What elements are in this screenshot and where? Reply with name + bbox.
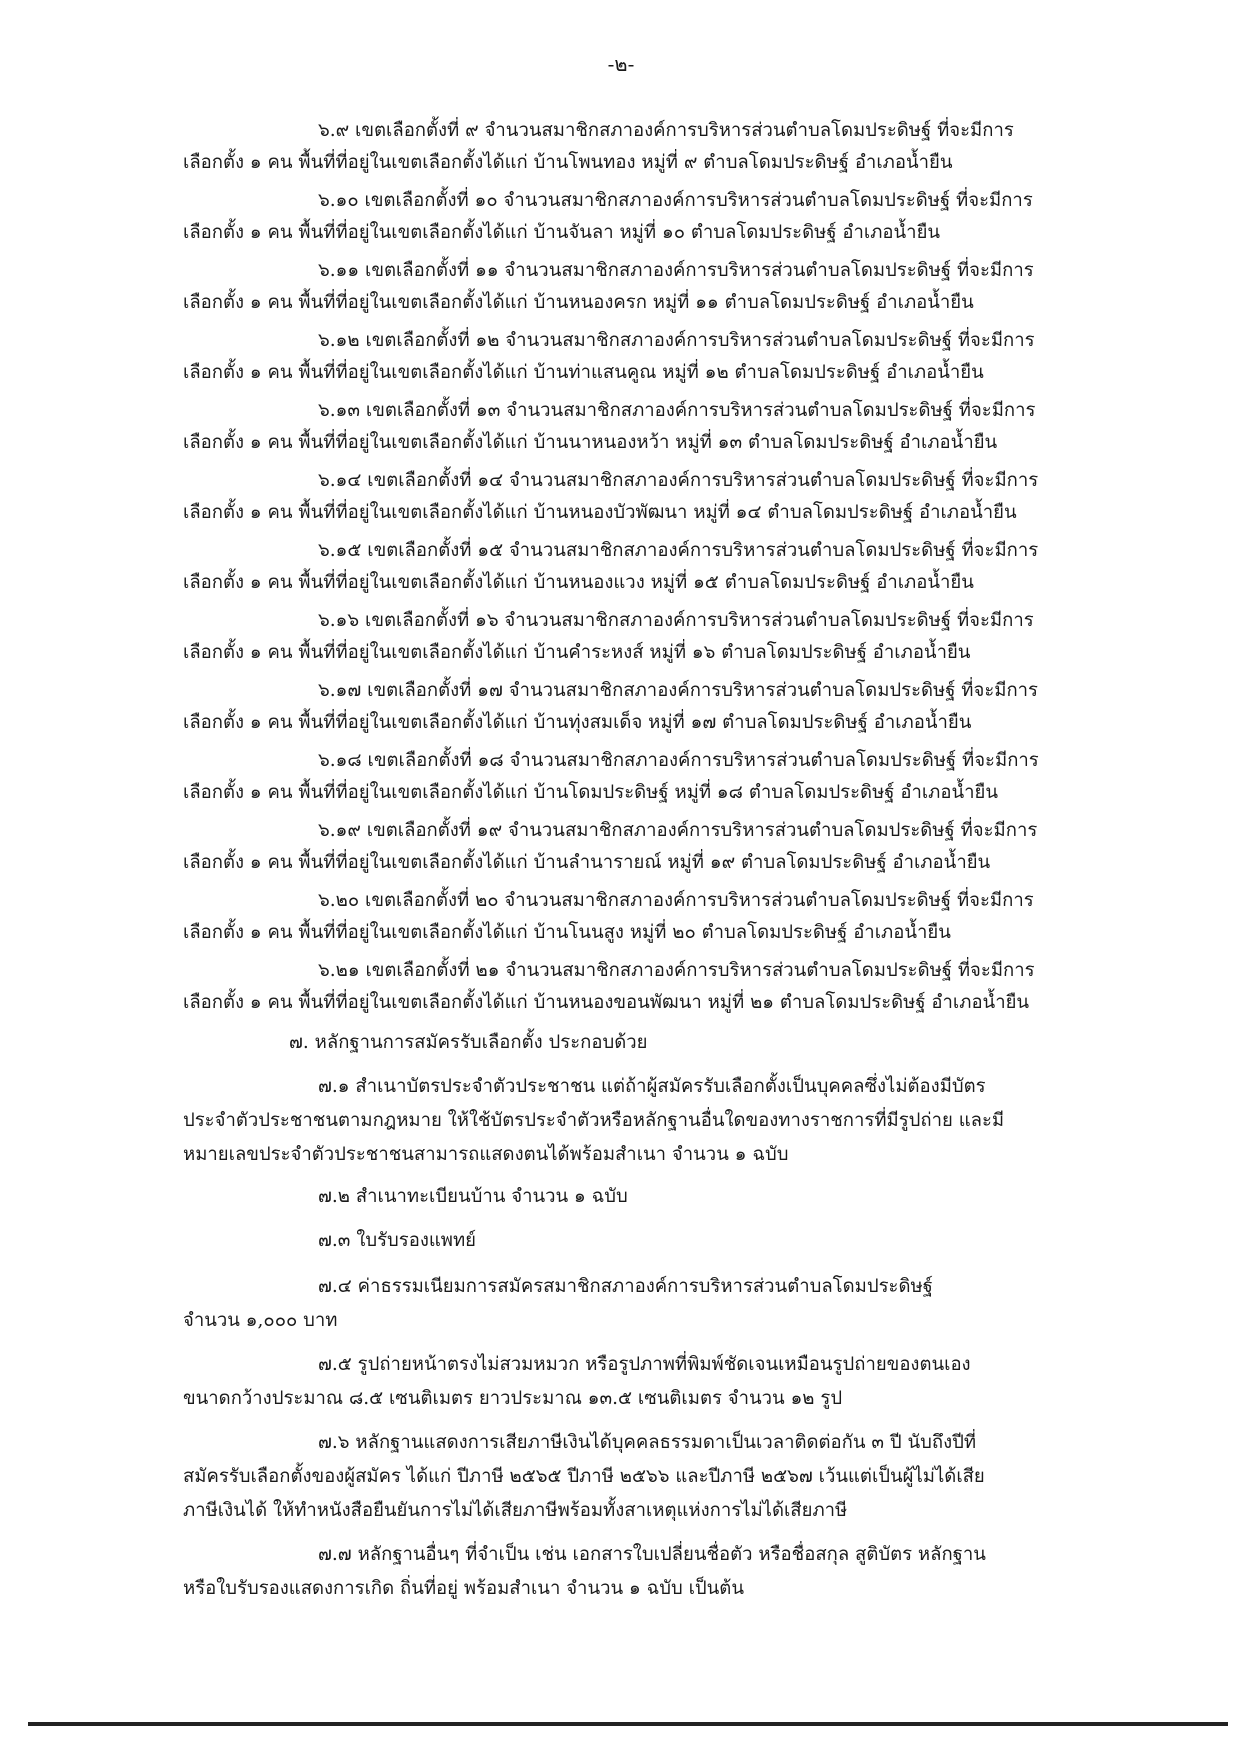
zone-line-area: เลือกตั้ง ๑ คน พื้นที่ที่อยู่ในเขตเลือกตั้งได้แก่ บ้านจันลา หมู่ที่ ๑๐ ตำบลโดมประดิษฐ์ อำเภอน้ำยืน: [183, 222, 941, 243]
scan-bottom-edge: [28, 1722, 1228, 1726]
zone-line-heading: ๖.๑๑ เขตเลือกตั้งที่ ๑๑ จำนวนสมาชิกสภาองค์การบริหารส่วนตำบลโดมประดิษฐ์ ที่จะมีการ: [318, 260, 1034, 281]
item-7-7-line: ๗.๗ หลักฐานอื่นๆ ที่จำเป็น เช่น เอกสารใบเปลี่ยนชื่อตัว หรือชื่อสกุล สูติบัตร หลักฐาน: [318, 1544, 986, 1565]
item-7-5-line: ๗.๕ รูปถ่ายหน้าตรงไม่สวมหมวก หรือรูปภาพที่พิมพ์ชัดเจนเหมือนรูปถ่ายของตนเอง: [318, 1354, 971, 1375]
zone-line-area: เลือกตั้ง ๑ คน พื้นที่ที่อยู่ในเขตเลือกตั้งได้แก่ บ้านหนองบัวพัฒนา หมู่ที่ ๑๔ ตำบลโดมประดิษฐ์ อำเภอน้ำยืน: [183, 502, 1017, 523]
zone-line-heading: ๖.๑๗ เขตเลือกตั้งที่ ๑๗ จำนวนสมาชิกสภาองค์การบริหารส่วนตำบลโดมประดิษฐ์ ที่จะมีการ: [318, 680, 1038, 701]
page-number: -๒-: [607, 52, 635, 76]
zone-line-heading: ๖.๑๒ เขตเลือกตั้งที่ ๑๒ จำนวนสมาชิกสภาองค์การบริหารส่วนตำบลโดมประดิษฐ์ ที่จะมีการ: [318, 330, 1035, 351]
item-7-2-line: ๗.๒ สำเนาทะเบียนบ้าน จำนวน ๑ ฉบับ: [318, 1186, 628, 1207]
zone-line-area: เลือกตั้ง ๑ คน พื้นที่ที่อยู่ในเขตเลือกตั้งได้แก่ บ้านท่าแสนคูณ หมู่ที่ ๑๒ ตำบลโดมประดิษฐ์ อำเภอน้ำยืน: [183, 362, 984, 383]
item-7-7-line: หรือใบรับรองแสดงการเกิด ถิ่นที่อยู่ พร้อมสำเนา จำนวน ๑ ฉบับ เป็นต้น: [183, 1578, 744, 1599]
item-7-3-line: ๗.๓ ใบรับรองแพทย์: [318, 1230, 477, 1251]
item-7-4-line: ๗.๔ ค่าธรรมเนียมการสมัครสมาชิกสภาองค์การบริหารส่วนตำบลโดมประดิษฐ์: [318, 1276, 933, 1297]
item-7-4-line: จำนวน ๑,๐๐๐ บาท: [183, 1310, 338, 1331]
zone-line-heading: ๖.๑๔ เขตเลือกตั้งที่ ๑๔ จำนวนสมาชิกสภาองค์การบริหารส่วนตำบลโดมประดิษฐ์ ที่จะมีการ: [318, 470, 1039, 491]
item-7-1-line: ประจำตัวประชาชนตามกฎหมาย ให้ใช้บัตรประจำตัวหรือหลักฐานอื่นใดของทางราชการที่มีรูปถ่าย และมี: [183, 1110, 1005, 1131]
zone-line-area: เลือกตั้ง ๑ คน พื้นที่ที่อยู่ในเขตเลือกตั้งได้แก่ บ้านนาหนองหว้า หมู่ที่ ๑๓ ตำบลโดมประดิษฐ์ อำเภอน้ำยืน: [183, 432, 998, 453]
zone-line-heading: ๖.๒๐ เขตเลือกตั้งที่ ๒๐ จำนวนสมาชิกสภาองค์การบริหารส่วนตำบลโดมประดิษฐ์ ที่จะมีการ: [318, 890, 1034, 911]
item-7-1-line: หมายเลขประจำตัวประชาชนสามารถแสดงตนได้พร้อมสำเนา จำนวน ๑ ฉบับ: [183, 1144, 789, 1165]
zone-line-area: เลือกตั้ง ๑ คน พื้นที่ที่อยู่ในเขตเลือกตั้งได้แก่ บ้านคำระหงส์ หมู่ที่ ๑๖ ตำบลโดมประดิษฐ์ อำเภอน้ำยืน: [183, 642, 971, 663]
section7-heading: ๗. หลักฐานการสมัครรับเลือกตั้ง ประกอบด้วย: [289, 1032, 648, 1053]
zone-line-area: เลือกตั้ง ๑ คน พื้นที่ที่อยู่ในเขตเลือกตั้งได้แก่ บ้านหนองครก หมู่ที่ ๑๑ ตำบลโดมประดิษฐ์ อำเภอน้ำยืน: [183, 292, 974, 313]
zone-line-area: เลือกตั้ง ๑ คน พื้นที่ที่อยู่ในเขตเลือกตั้งได้แก่ บ้านหนองขอนพัฒนา หมู่ที่ ๒๑ ตำบลโดมประดิษฐ์ อำเภอน้ำยืน: [183, 992, 1030, 1013]
zone-line-area: เลือกตั้ง ๑ คน พื้นที่ที่อยู่ในเขตเลือกตั้งได้แก่ บ้านหนองแวง หมู่ที่ ๑๕ ตำบลโดมประดิษฐ์ อำเภอน้ำยืน: [183, 572, 974, 593]
zone-line-area: เลือกตั้ง ๑ คน พื้นที่ที่อยู่ในเขตเลือกตั้งได้แก่ บ้านโนนสูง หมู่ที่ ๒๐ ตำบลโดมประดิษฐ์ อำเภอน้ำยืน: [183, 922, 951, 943]
zone-line-heading: ๖.๑๓ เขตเลือกตั้งที่ ๑๓ จำนวนสมาชิกสภาองค์การบริหารส่วนตำบลโดมประดิษฐ์ ที่จะมีการ: [318, 400, 1036, 421]
zone-line-heading: ๖.๑๙ เขตเลือกตั้งที่ ๑๙ จำนวนสมาชิกสภาองค์การบริหารส่วนตำบลโดมประดิษฐ์ ที่จะมีการ: [318, 820, 1038, 841]
zone-line-area: เลือกตั้ง ๑ คน พื้นที่ที่อยู่ในเขตเลือกตั้งได้แก่ บ้านลำนารายณ์ หมู่ที่ ๑๙ ตำบลโดมประดิษฐ์ อำเภอน้ำยืน: [183, 852, 991, 873]
zone-line-heading: ๖.๒๑ เขตเลือกตั้งที่ ๒๑ จำนวนสมาชิกสภาองค์การบริหารส่วนตำบลโดมประดิษฐ์ ที่จะมีการ: [318, 960, 1035, 981]
zone-line-heading: ๖.๙ เขตเลือกตั้งที่ ๙ จำนวนสมาชิกสภาองค์การบริหารส่วนตำบลโดมประดิษฐ์ ที่จะมีการ: [318, 120, 1014, 141]
item-7-6-line: ๗.๖ หลักฐานแสดงการเสียภาษีเงินได้บุคคลธรรมดาเป็นเวลาติดต่อกัน ๓ ปี นับถึงปีที่: [318, 1432, 977, 1453]
zone-line-heading: ๖.๑๕ เขตเลือกตั้งที่ ๑๕ จำนวนสมาชิกสภาองค์การบริหารส่วนตำบลโดมประดิษฐ์ ที่จะมีการ: [318, 540, 1039, 561]
item-7-5-line: ขนาดกว้างประมาณ ๘.๕ เซนติเมตร ยาวประมาณ ๑๓.๕ เซนติเมตร จำนวน ๑๒ รูป: [183, 1388, 843, 1409]
item-7-6-line: ภาษีเงินได้ ให้ทำหนังสือยืนยันการไม่ได้เสียภาษีพร้อมทั้งสาเหตุแห่งการไม่ได้เสียภาษี: [183, 1500, 848, 1521]
zone-line-area: เลือกตั้ง ๑ คน พื้นที่ที่อยู่ในเขตเลือกตั้งได้แก่ บ้านโดมประดิษฐ์ หมู่ที่ ๑๘ ตำบลโดมประดิษฐ์ อำเภอน้ำยืน: [183, 782, 999, 803]
item-7-1-line: ๗.๑ สำเนาบัตรประจำตัวประชาชน แต่ถ้าผู้สมัครรับเลือกตั้งเป็นบุคคลซึ่งไม่ต้องมีบัตร: [318, 1076, 986, 1097]
zone-line-heading: ๖.๑๐ เขตเลือกตั้งที่ ๑๐ จำนวนสมาชิกสภาองค์การบริหารส่วนตำบลโดมประดิษฐ์ ที่จะมีการ: [318, 190, 1033, 211]
zone-line-area: เลือกตั้ง ๑ คน พื้นที่ที่อยู่ในเขตเลือกตั้งได้แก่ บ้านทุ่งสมเด็จ หมู่ที่ ๑๗ ตำบลโดมประดิษฐ์ อำเภอน้ำยืน: [183, 712, 972, 733]
zone-line-area: เลือกตั้ง ๑ คน พื้นที่ที่อยู่ในเขตเลือกตั้งได้แก่ บ้านโพนทอง หมู่ที่ ๙ ตำบลโดมประดิษฐ์ อำเภอน้ำยืน: [183, 152, 953, 173]
item-7-6-line: สมัครรับเลือกตั้งของผู้สมัคร ได้แก่ ปีภาษี ๒๕๖๕ ปีภาษี ๒๕๖๖ และปีภาษี ๒๕๖๗ เว้นแต่เป็นผู้ไม่ได้เสีย: [183, 1466, 985, 1487]
zone-line-heading: ๖.๑๘ เขตเลือกตั้งที่ ๑๘ จำนวนสมาชิกสภาองค์การบริหารส่วนตำบลโดมประดิษฐ์ ที่จะมีการ: [318, 750, 1039, 771]
zone-line-heading: ๖.๑๖ เขตเลือกตั้งที่ ๑๖ จำนวนสมาชิกสภาองค์การบริหารส่วนตำบลโดมประดิษฐ์ ที่จะมีการ: [318, 610, 1034, 631]
